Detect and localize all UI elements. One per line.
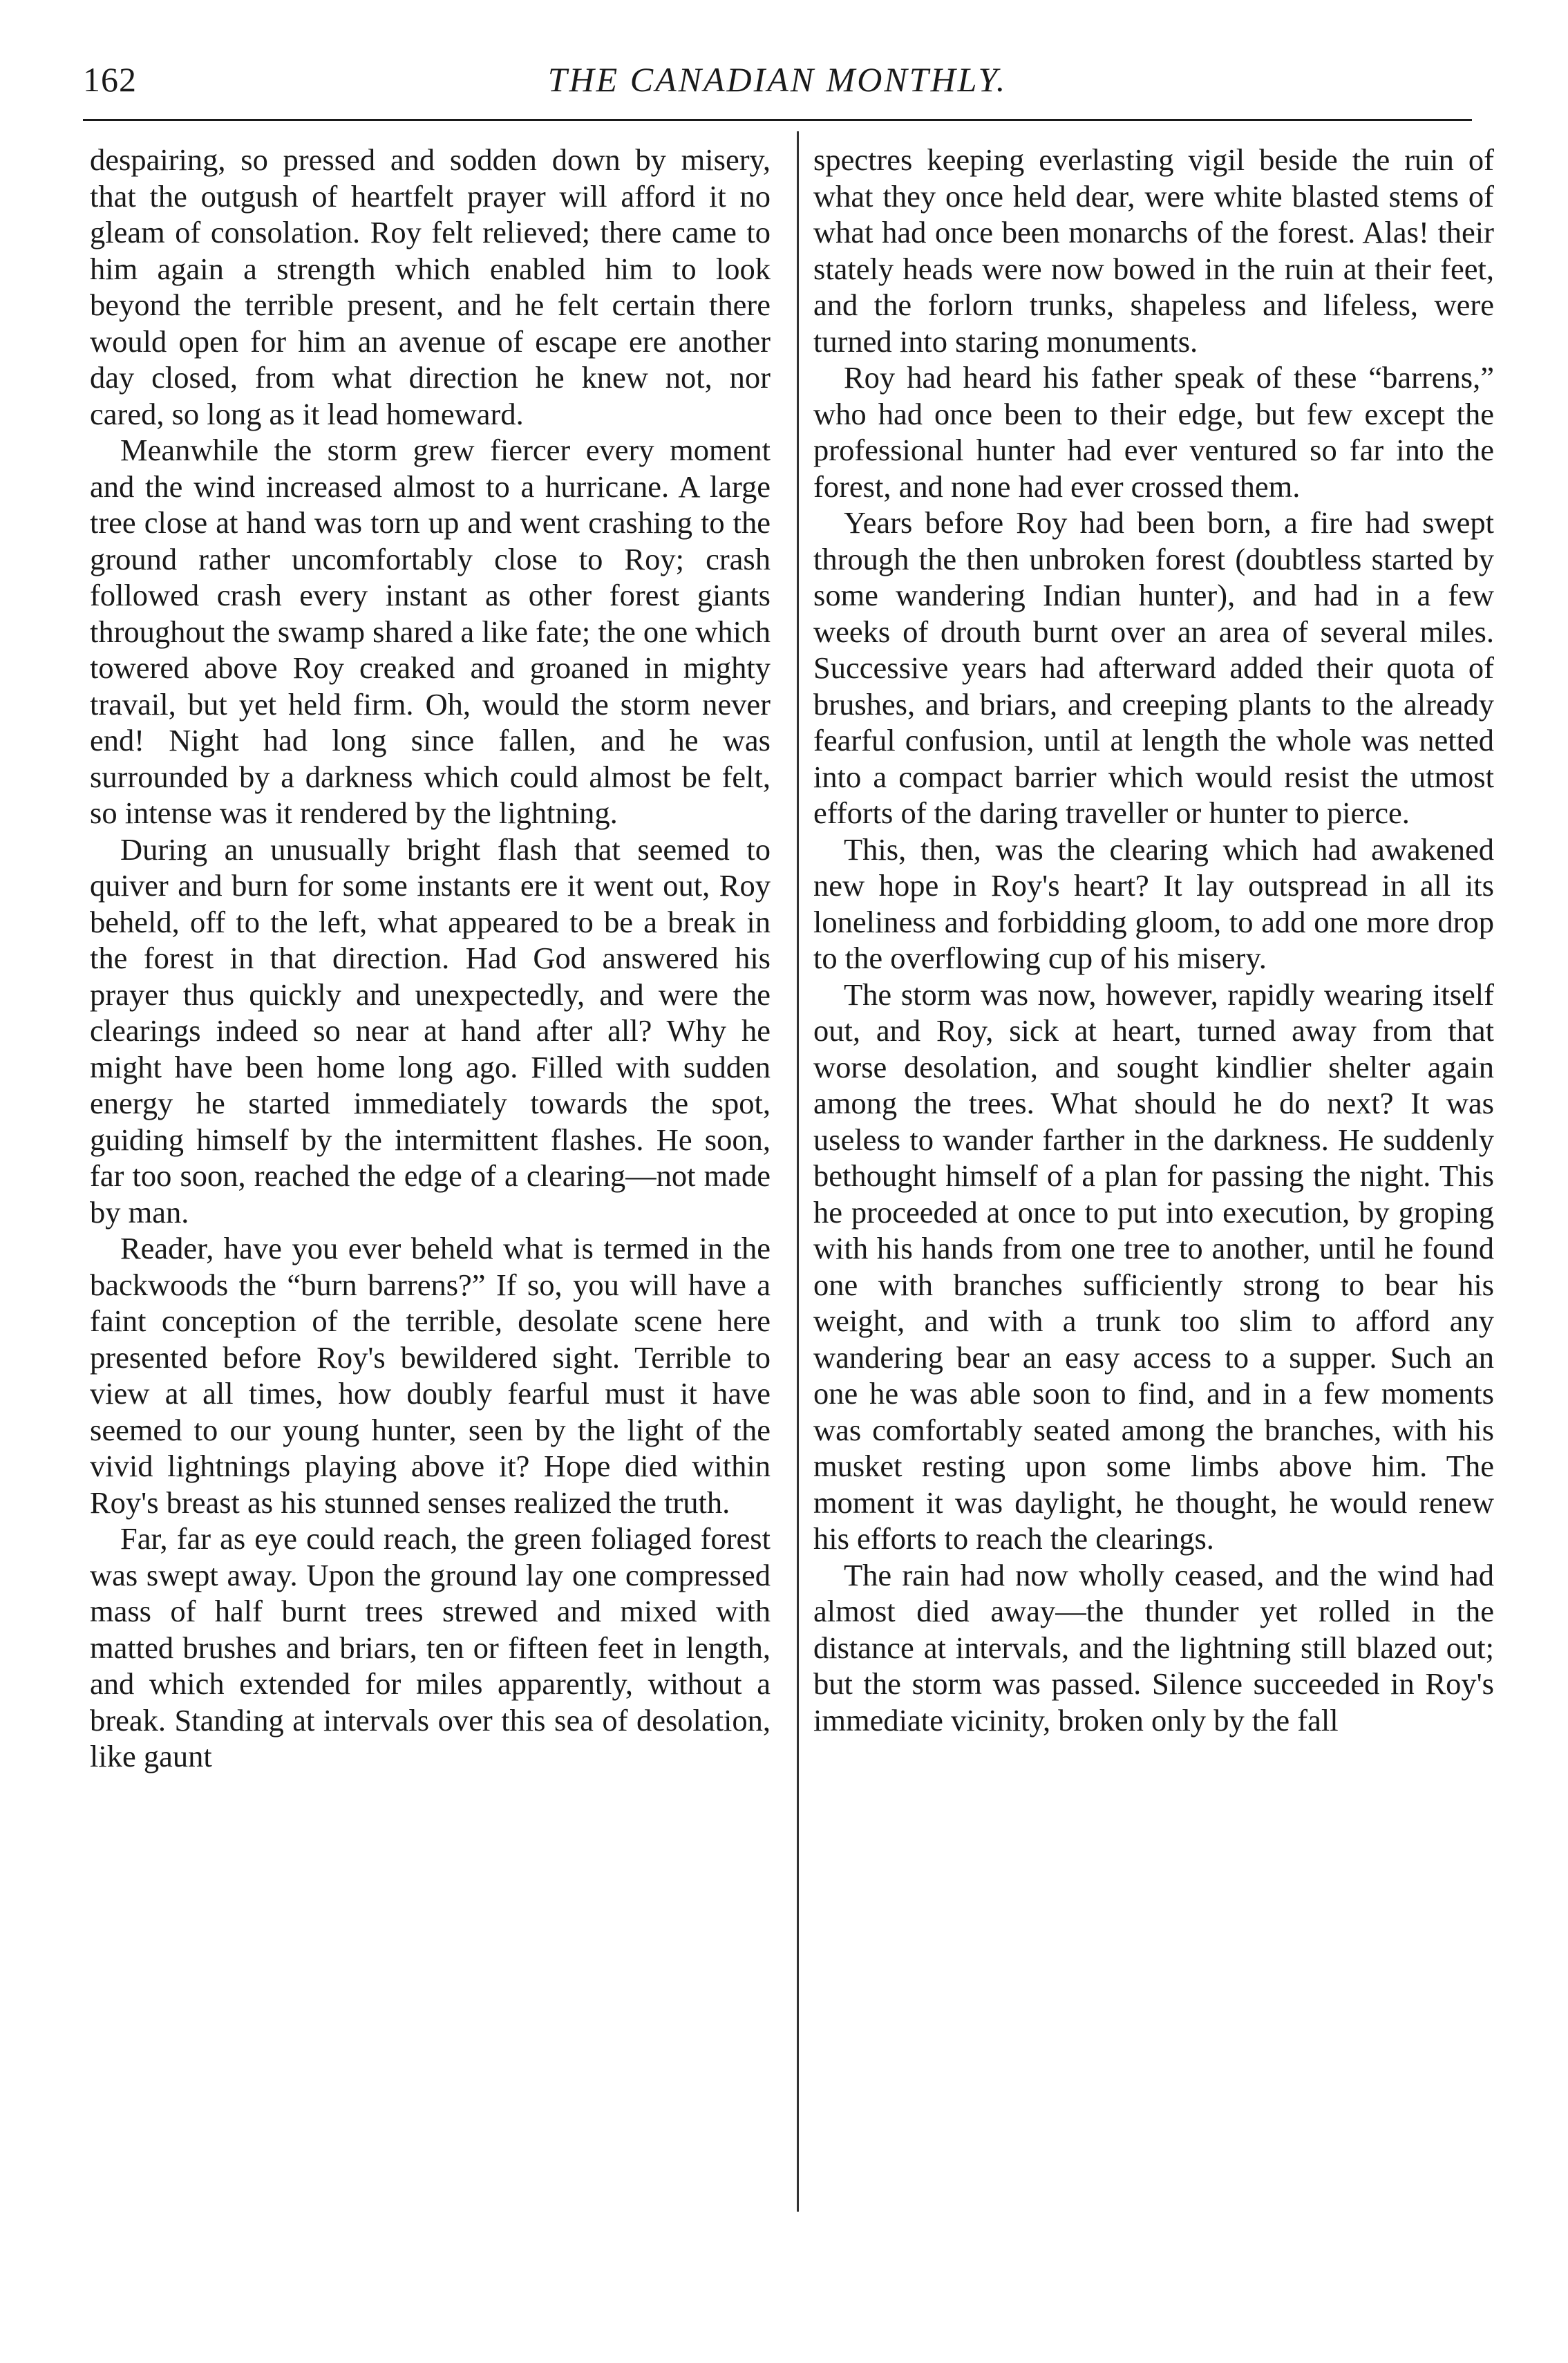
header-rule [83,119,1472,121]
left-column [90,142,771,2215]
right-paragraph: The storm was now, however, rapidly wearing itself out, and Roy, sick at heart, turned away from that worse desolation, and sought kindlier shelter again among the trees. What should he do next? It was useless to wander farther in the darkness. He suddenly bethought himself of a plan for passing the night. This he proceeded at once to put into execution, by groping with his hands from one tree to another, until he found one with branches sufficiently strong to bear his weight, and with a trunk too slim to afford any wandering bear an easy access to a supper. Such an one he was able soon to find, and in a few moments was comfortably seated among the branches, with his musket resting upon some limbs above him. The moment it was daylight, he thought, he would renew his efforts to reach the clearings. [813,977,1494,1556]
right-paragraph: The rain had now wholly ceased, and the wind had almost died away—the thunder yet rolled in the distance at intervals, and the lightning still blazed out; but the storm was passed. Silence succeeded in Roy's immediate vicinity, broken only by the fall [813,1557,1494,1738]
running-title: THE CANADIAN MONTHLY. [547,60,1008,99]
column-divider [797,131,799,2212]
page-number: 162 [83,60,137,99]
right-column [813,142,1494,2215]
right-paragraph: This, then, was the clearing which had awakened new hope in Roy's heart? It lay outspread in all its loneliness and forbidding gloom, to add one more drop to the overflowing cup of his misery. [813,831,1494,975]
page-header [83,54,1472,109]
left-paragraph: Meanwhile the storm grew fiercer every moment and the wind increased almost to a hurricane. A large tree close at hand was torn up and went crashing to the ground rather uncomfortably close to Roy; crash followed crash every instant as other forest giants throughout the swamp shared a like fate; the one which towered above Roy creaked and groaned in mighty travail, but yet held firm. Oh, would the storm never end! Night had long since fallen, and he was surrounded by a darkness which could almost be felt, so intense was it rendered by the lightning. [90,433,771,830]
left-paragraph: During an unusually bright flash that seemed to quiver and burn for some instants ere it went out, Roy beheld, off to the left, what appeared to be a break in the forest in that direction. Had God answered his prayer thus quickly and unexpectedly, and were the clearings indeed so near at hand after all? Why he might have been home long ago. Filled with sudden energy he started immediately towards the spot, guiding himself by the intermittent flashes. He soon, far too soon, reached the edge of a clearing—not made by man. [90,831,771,1230]
left-paragraph: Far, far as eye could reach, the green foliaged forest was swept away. Upon the ground lay one compressed mass of half burnt trees strewed and mixed with matted brushes and briars, ten or fifteen feet in length, and which extended for miles apparently, without a break. Standing at intervals over this sea of desolation, like gaunt [90,1521,771,1773]
right-paragraph: Roy had heard his father speak of these “barrens,” who had once been to their edge, but few except the professional hunter had ever ventured so far into the forest, and none had ever crossed them. [813,360,1494,504]
right-paragraph: Years before Roy had been born, a fire had swept through the then unbroken forest (doubtless started by some wandering Indian hunter), and had in a few weeks of drouth burnt over an area of several miles. Successive years had afterward added their quota of brushes, and briars, and creeping plants to the already fearful confusion, until at length the whole was netted into a compact barrier which would resist the utmost efforts of the daring traveller or hunter to pierce. [813,505,1494,830]
left-paragraph: Reader, have you ever beheld what is termed in the backwoods the “burn barrens?” If so, you will have a faint conception of the terrible, desolate scene here presented before Roy's bewildered sight. Terrible to view at all times, how doubly fearful must it have seemed to our young hunter, seen by the light of the vivid lightnings playing above it? Hope died within Roy's breast as his stunned senses realized the truth. [90,1231,771,1520]
right-paragraph: spectres keeping everlasting vigil beside the ruin of what they once held dear, were white blasted stems of what had once been monarchs of the forest. Alas! their stately heads were now bowed in the ruin at their feet, and the forlorn trunks, shapeless and lifeless, were turned into staring monuments. [813,142,1494,359]
left-paragraph: despairing, so pressed and sodden down by misery, that the outgush of heartfelt prayer will afford it no gleam of consolation. Roy felt relieved; there came to him again a strength which enabled him to look beyond the terrible present, and he felt certain there would open for him an avenue of escape ere another day closed, from what direction he knew not, nor cared, so long as it lead homeward. [90,142,771,431]
